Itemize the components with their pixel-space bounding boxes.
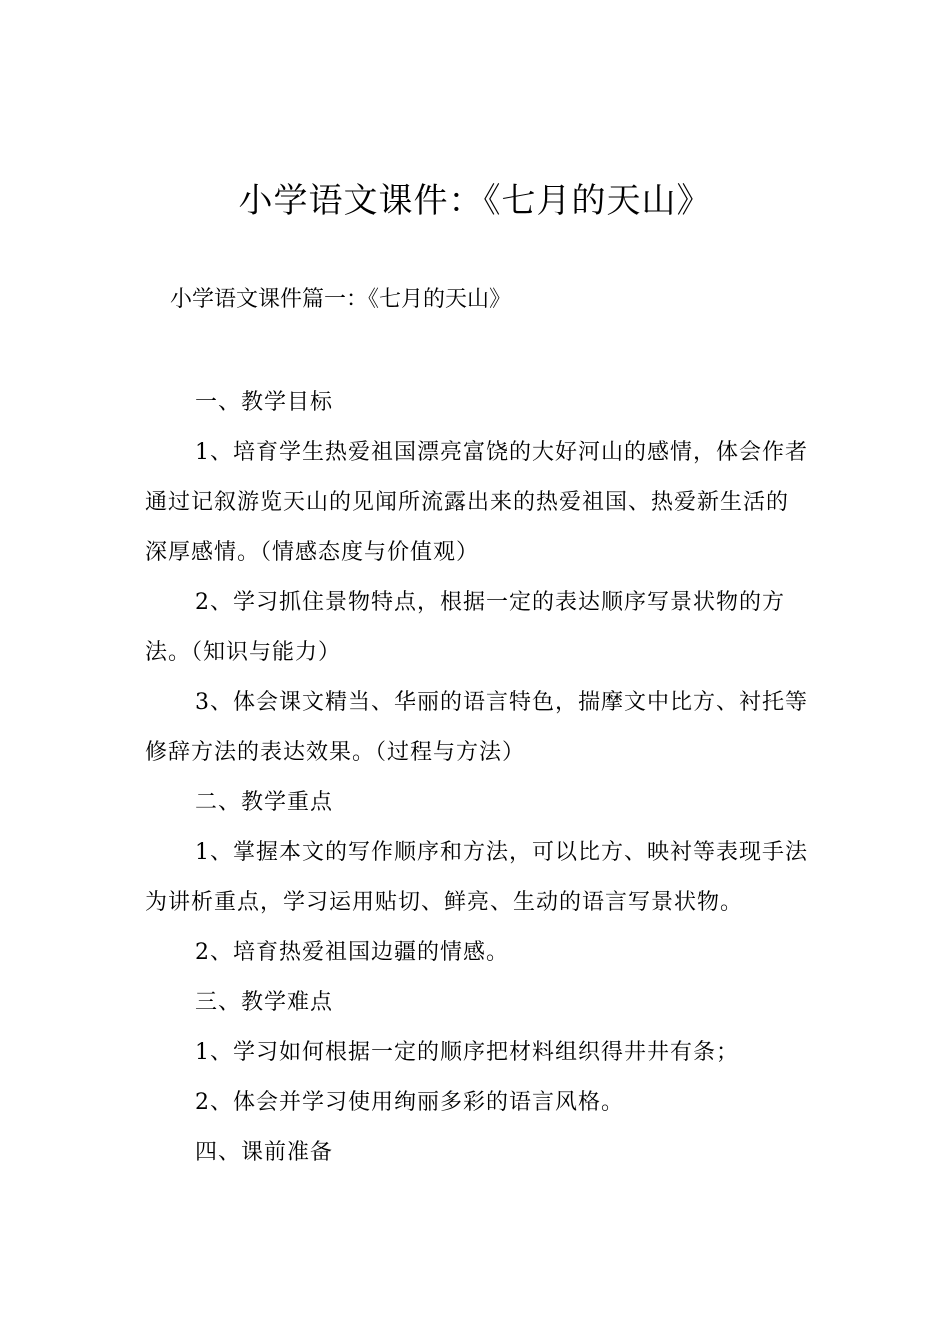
section-heading-key-points: 二、教学重点	[195, 790, 334, 815]
section-heading-difficulties: 三、教学难点	[195, 990, 334, 1015]
key-point-1: 1、掌握本文的写作顺序和方法，可以比方、映衬等表现手法为讲析重点，学习运用贴切、鲜亮、生动的语言写景状物。	[145, 840, 808, 915]
key-point-2: 2、培育热爱祖国边疆的情感。	[195, 940, 509, 965]
section-heading-objectives: 一、教学目标	[195, 390, 334, 415]
objective-3: 3、体会课文精当、华丽的语言特色，揣摩文中比方、衬托等修辞方法的表达效果。（过程与方法）	[145, 690, 808, 765]
document-subtitle: 小学语文课件篇一：《七月的天山》	[170, 287, 512, 312]
document-body	[145, 378, 810, 1178]
objective-2: 2、学习抓住景物特点，根据一定的表达顺序写景状物的方法。（知识与能力）	[145, 590, 785, 665]
document-title: 小学语文课件：《七月的天山》	[238, 181, 712, 221]
objective-1: 1、培育学生热爱祖国漂亮富饶的大好河山的感情，体会作者通过记叙游览天山的见闻所流露出来的热爱祖国、热爱新生活的深厚感情。（情感态度与价值观）	[145, 440, 808, 565]
difficulty-1: 1、学习如何根据一定的顺序把材料组织得井井有条；	[195, 1040, 739, 1065]
difficulty-2: 2、体会并学习使用绚丽多彩的语言风格。	[195, 1090, 624, 1115]
section-heading-preparation: 四、课前准备	[195, 1140, 334, 1165]
